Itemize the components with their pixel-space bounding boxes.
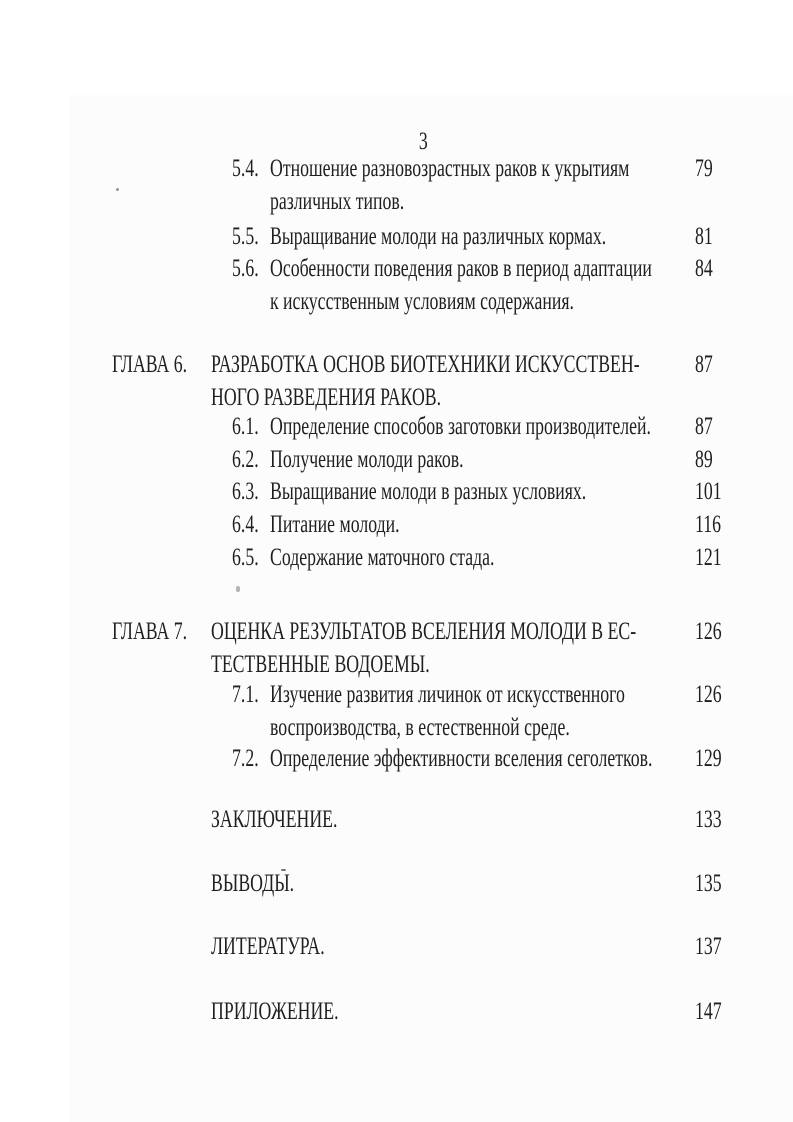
toc-entry-chapter-6 (112, 348, 752, 414)
toc-entry-5-5 (112, 220, 752, 253)
entry-line: Отношение разновозрастных раков к укрытиям (270, 155, 630, 182)
entry-line: ЗАКЛЮЧЕНИЕ. (211, 806, 338, 833)
toc-entry-6-4 (112, 508, 752, 541)
entry-line: НОГО РАЗВЕДЕНИЯ РАКОВ. (211, 384, 442, 411)
toc-entry-chapter-7 (112, 615, 752, 681)
section-number: 6.3. (232, 478, 259, 505)
toc-entry-5-6 (112, 252, 752, 318)
section-number: 6.4. (232, 511, 259, 538)
section-number: 7.2. (232, 745, 259, 772)
toc-entry-7-2 (112, 742, 752, 775)
page-ref: 135 (695, 870, 722, 897)
chapter-label: ГЛАВА 6. (112, 351, 188, 378)
entry-line: к искусственным условиям содержания. (270, 288, 574, 315)
page-number: 3 (418, 128, 428, 155)
page-ref: 137 (695, 933, 722, 960)
entry-line: ТЕСТВЕННЫЕ ВОДОЕМЫ. (211, 651, 430, 678)
entry-line: ВЫВОДЫ. (211, 870, 295, 897)
entry-line: Особенности поведения раков в период адаптации (270, 255, 652, 282)
entry-line: ПРИЛОЖЕНИЕ. (211, 998, 339, 1025)
page-ref: 79 (695, 155, 713, 182)
section-number: 5.5. (232, 223, 259, 250)
section-number: 6.5. (232, 544, 259, 571)
page-ref: 116 (695, 511, 721, 538)
entry-line: Определение эффективности вселения сеголетков. (270, 745, 653, 772)
page-ref: 129 (695, 745, 722, 772)
section-number: 5.6. (232, 255, 259, 282)
entry-line: различных типов. (270, 188, 405, 215)
chapter-label: ГЛАВА 7. (112, 618, 188, 645)
page-ref: 101 (695, 478, 722, 505)
page-ref: 89 (695, 446, 713, 473)
entry-line: Питание молоди. (270, 511, 400, 538)
entry-line: Выращивание молоди на различных кормах. (270, 223, 607, 250)
toc-entry-findings (112, 867, 752, 900)
entry-line: ЛИТЕРАТУРА. (211, 933, 325, 960)
toc-entry-6-5 (112, 541, 752, 574)
page-ref: 121 (695, 544, 722, 571)
page-ref: 87 (695, 351, 713, 378)
toc-entry-7-1 (112, 678, 752, 744)
section-number: 6.2. (232, 446, 259, 473)
toc-entry-conclusion (112, 803, 752, 836)
entry-line: Содержание маточного стада. (270, 544, 495, 571)
page-ref: 84 (695, 255, 713, 282)
page-ref: 81 (695, 223, 713, 250)
page-ref: 133 (695, 806, 722, 833)
toc-entry-appendix (112, 995, 752, 1028)
section-number: 5.4. (232, 155, 259, 182)
toc-entry-literature (112, 930, 752, 963)
toc-entry-5-4 (112, 152, 752, 218)
toc-entry-6-2 (112, 443, 752, 476)
toc-entry-6-1 (112, 410, 752, 443)
page-ref: 147 (695, 998, 722, 1025)
scan-speck (236, 586, 240, 592)
page-ref: 87 (695, 413, 713, 440)
entry-line: Получение молоди раков. (270, 446, 464, 473)
entry-line: Изучение развития личинок от искусственного (270, 681, 625, 708)
page-ref: 126 (695, 618, 722, 645)
section-number: 7.1. (232, 681, 259, 708)
entry-line: Определение способов заготовки производителей. (270, 413, 651, 440)
entry-line: РАЗРАБОТКА ОСНОВ БИОТЕХНИКИ ИСКУССТВЕН- (211, 351, 640, 378)
toc-entry-6-3 (112, 475, 752, 508)
entry-line: ОЦЕНКА РЕЗУЛЬТАТОВ ВСЕЛЕНИЯ МОЛОДИ В ЕС- (211, 618, 637, 645)
page-ref: 126 (695, 681, 722, 708)
entry-line: Выращивание молоди в разных условиях. (270, 478, 587, 505)
entry-line: воспроизводства, в естественной среде. (270, 714, 570, 741)
section-number: 6.1. (232, 413, 259, 440)
